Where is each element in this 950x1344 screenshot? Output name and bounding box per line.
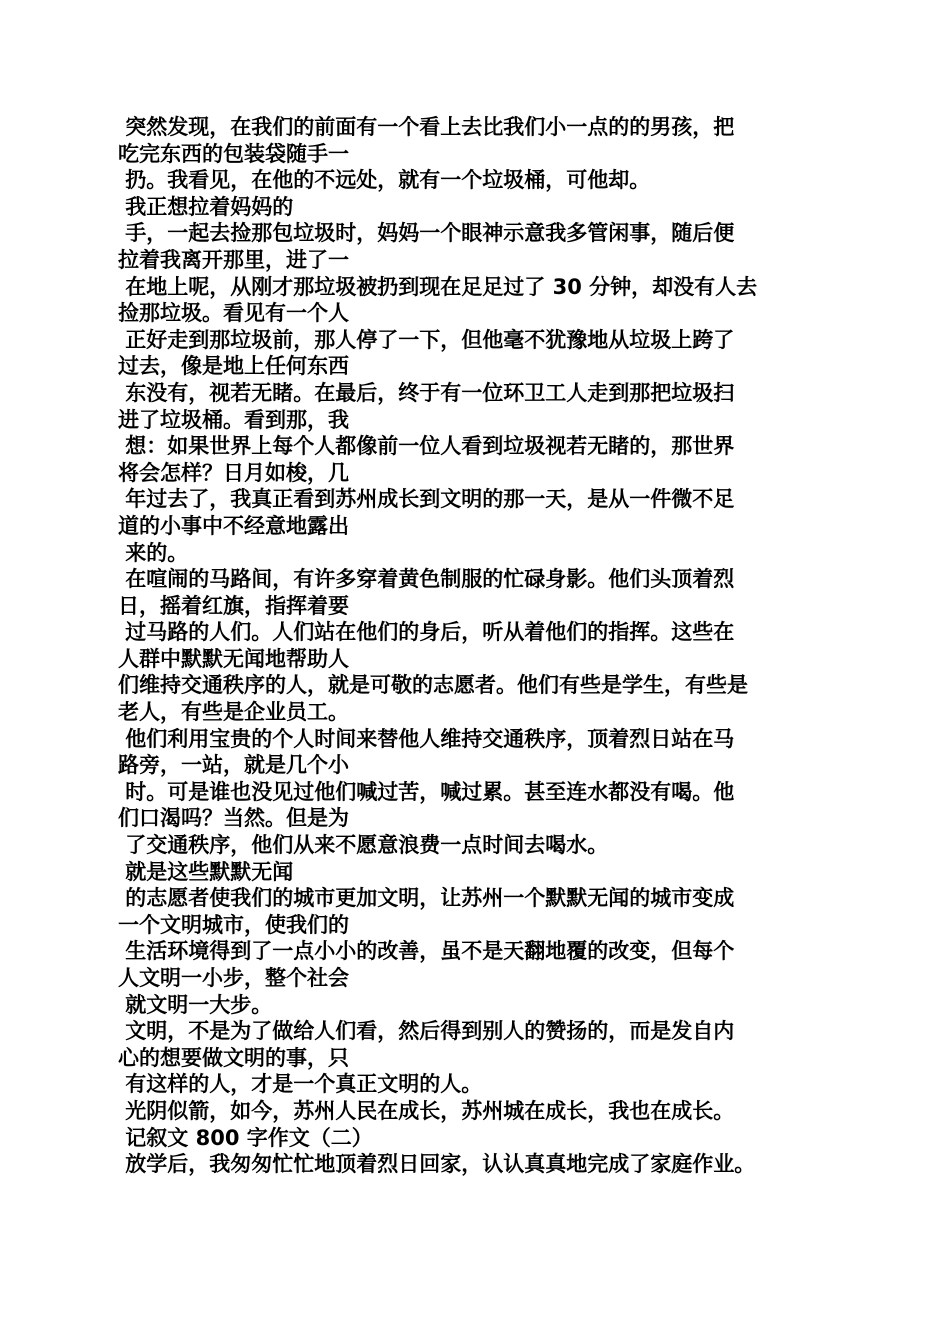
text-line: 来的。 bbox=[118, 540, 189, 565]
text-line: 记叙文 800 字作文（二） bbox=[118, 1125, 373, 1150]
text-line: 扔。我看见，在他的不远处，就有一个垃圾桶，可他却。 bbox=[118, 168, 651, 193]
text-line: 我正想拉着妈妈的 bbox=[118, 194, 294, 219]
text-line: 人文明一小步，整个社会 bbox=[118, 966, 349, 990]
text-line: 老人，有些是企业员工。 bbox=[118, 700, 349, 725]
text-line: 手，一起去捡那包垃圾时，妈妈一个眼神示意我多管闲事，随后便 bbox=[118, 221, 735, 246]
text-line: 们维持交通秩序的人，就是可敬的志愿者。他们有些是学生，有些是 bbox=[118, 673, 748, 698]
text-line: 放学后，我匆匆忙忙地顶着烈日回家，认认真真地完成了家庭作业。 bbox=[118, 1152, 756, 1177]
text-line: 东没有，视若无睹。在最后，终于有一位环卫工人走到那把垃圾扫 bbox=[118, 380, 735, 405]
text-line: 突然发现，在我们的前面有一个看上去比我们小一点的的男孩，把 bbox=[118, 115, 735, 139]
text-line: 路旁，一站，就是几个小 bbox=[118, 753, 349, 778]
text-line: 过去，像是地上任何东西 bbox=[118, 354, 349, 379]
text-line: 心的想要做文明的事，只 bbox=[118, 1045, 349, 1070]
text-line: 人群中默默无闻地帮助人 bbox=[118, 646, 349, 671]
text-line: 吃完东西的包装袋随手一 bbox=[118, 141, 349, 166]
text-line: 道的小事中不经意地露出 bbox=[118, 513, 349, 538]
text-line: 拉着我离开那里，进了一 bbox=[118, 247, 349, 272]
essay-text bbox=[118, 114, 838, 1178]
text-line: 过马路的人们。人们站在他们的身后，听从着他们的指挥。这些在 bbox=[118, 620, 735, 645]
text-line: 在喧闹的马路间，有许多穿着黄色制服的忙碌身影。他们头顶着烈 bbox=[118, 567, 735, 592]
text-line: 捡那垃圾。看见有一个人 bbox=[118, 301, 349, 326]
text-line: 就是这些默默无闻 bbox=[118, 859, 294, 884]
text-line: 想：如果世界上每个人都像前一位人看到垃圾视若无睹的，那世界 bbox=[118, 434, 735, 459]
text-line: 就文明一大步。 bbox=[118, 992, 273, 1017]
text-line: 文明，不是为了做给人们看，然后得到别人的赞扬的，而是发自内 bbox=[118, 1019, 735, 1044]
text-line: 光阴似箭，如今，苏州人民在成长，苏州城在成长，我也在成长。 bbox=[118, 1098, 735, 1123]
text-line: 正好走到那垃圾前，那人停了一下，但他毫不犹豫地从垃圾上跨了 bbox=[118, 327, 735, 352]
text-line: 的志愿者使我们的城市更加文明，让苏州一个默默无闻的城市变成 bbox=[118, 886, 735, 911]
text-line: 有这样的人，才是一个真正文明的人。 bbox=[118, 1072, 483, 1097]
text-line: 将会怎样？日月如梭，几 bbox=[118, 460, 349, 485]
text-line: 生活环境得到了一点小小的改善，虽不是天翻地覆的改变，但每个 bbox=[118, 939, 735, 964]
text-line: 进了垃圾桶。看到那，我 bbox=[118, 407, 349, 432]
text-line: 们口渴吗？当然。但是为 bbox=[118, 806, 349, 831]
text-line: 一个文明城市，使我们的 bbox=[118, 912, 349, 937]
text-line: 日，摇着红旗，指挥着要 bbox=[118, 593, 349, 618]
text-line: 他们利用宝贵的个人时间来替他人维持交通秩序，顶着烈日站在马 bbox=[118, 726, 735, 751]
text-line: 时。可是谁也没见过他们喊过苦，喊过累。甚至连水都没有喝。他 bbox=[118, 779, 735, 804]
text-line: 在地上呢，从刚才那垃圾被扔到现在足足过了 30 分钟，却没有人去 bbox=[118, 274, 758, 299]
text-line: 年过去了，我真正看到苏州成长到文明的那一天，是从一件微不足 bbox=[118, 487, 735, 512]
text-line: 了交通秩序，他们从来不愿意浪费一点时间去喝水。 bbox=[118, 833, 609, 858]
